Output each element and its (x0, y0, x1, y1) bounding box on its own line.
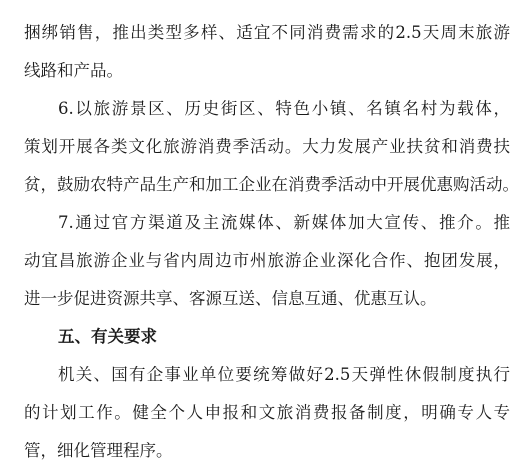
paragraph-line (0, 432, 524, 470)
paragraph-line (0, 52, 524, 90)
text-line-12: 管，细化管理程序。 (24, 441, 173, 460)
text-line-8: 进一步促进资源共享、客源互送、信息互通、优惠互认。 (24, 289, 437, 308)
paragraph-line (0, 356, 524, 394)
text-line-7: 动宜昌旅游企业与省内周边市州旅游企业深化合作、抱团发展， (24, 251, 510, 270)
section-heading-text: 五、有关要求 (58, 327, 157, 346)
section-heading (0, 318, 524, 356)
text-line-1: 捆绑销售，推出类型多样、适宜不同消费需求的2.5天周末旅游 (24, 23, 510, 42)
text-line-2: 线路和产品。 (24, 61, 123, 80)
text-line-10: 机关、国有企事业单位要统筹做好2.5天弹性休假制度执行 (58, 365, 510, 384)
paragraph-line (0, 394, 524, 432)
paragraph-line (0, 90, 524, 128)
text-line-5: 贫，鼓励农特产品生产和加工企业在消费季活动中开展优惠购活动。 (24, 175, 519, 194)
paragraph-line (0, 166, 524, 204)
text-line-6: 7.通过官方渠道及主流媒体、新媒体加大宣传、推介。推 (58, 213, 510, 232)
text-line-3: 6.以旅游景区、历史街区、特色小镇、名镇名村为载体， (58, 99, 510, 118)
text-line-11: 的计划工作。健全个人申报和文旅消费报备制度，明确专人专 (24, 403, 510, 422)
paragraph-line (0, 242, 524, 280)
paragraph-line (0, 280, 524, 318)
paragraph-line (0, 128, 524, 166)
text-line-4: 策划开展各类文化旅游消费季活动。大力发展产业扶贫和消费扶 (24, 137, 510, 156)
paragraph-line (0, 14, 524, 52)
paragraph-line (0, 204, 524, 242)
